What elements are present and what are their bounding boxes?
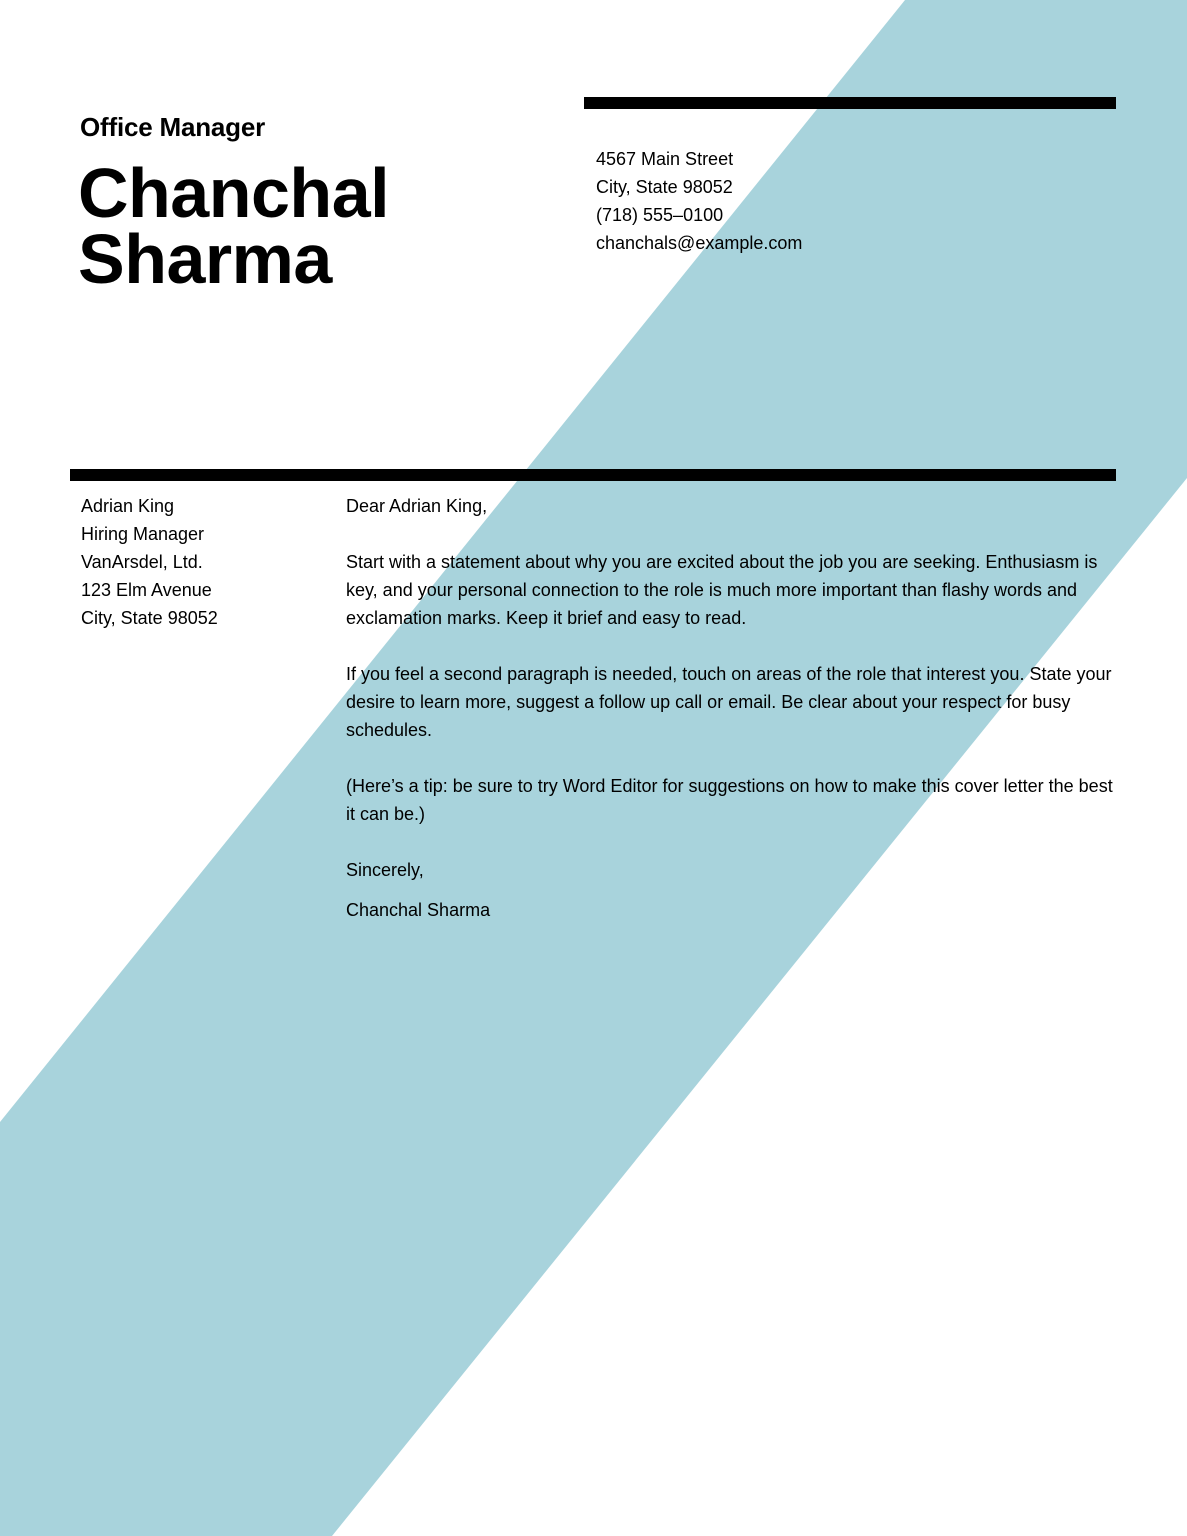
sender-phone: (718) 555–0100	[596, 205, 724, 225]
recipient-city-state-zip: City, State 98052	[81, 608, 218, 628]
job-title: Office Manager	[80, 112, 266, 142]
applicant-first-name: Chanchal	[78, 154, 390, 232]
body-paragraph-2: If you feel a second paragraph is needed, touch on areas of the role that interest you. State your desire to learn more, suggest a follow up call or email. Be clear about your respect for busy schedules.	[346, 664, 1112, 740]
sender-email: chanchals@example.com	[596, 233, 803, 253]
body-divider	[70, 469, 1116, 481]
applicant-last-name: Sharma	[78, 220, 332, 298]
recipient-block	[81, 492, 218, 632]
closing: Sincerely,	[346, 860, 424, 880]
body-paragraph-3: (Here’s a tip: be sure to try Word Editor for suggestions on how to make this cover letter the best it can be.)	[346, 776, 1113, 824]
sender-contact-block	[596, 145, 802, 257]
sender-city-state-zip: City, State 98052	[596, 177, 733, 197]
signature: Chanchal Sharma	[346, 900, 491, 920]
recipient-company: VanArsdel, Ltd.	[81, 552, 203, 572]
letter-body	[346, 492, 1116, 924]
sender-street: 4567 Main Street	[596, 149, 734, 169]
header-divider-top	[584, 97, 1116, 109]
recipient-title: Hiring Manager	[81, 524, 205, 544]
salutation: Dear Adrian King,	[346, 496, 488, 516]
body-paragraph-1: Start with a statement about why you are excited about the job you are seeking. Enthusiasm is key, and your personal connection to the role is much more important than flashy words and exclamation marks. Keep it brief and easy to read.	[346, 552, 1098, 628]
applicant-name	[78, 154, 390, 298]
recipient-name: Adrian King	[81, 496, 175, 516]
recipient-street: 123 Elm Avenue	[81, 580, 212, 600]
